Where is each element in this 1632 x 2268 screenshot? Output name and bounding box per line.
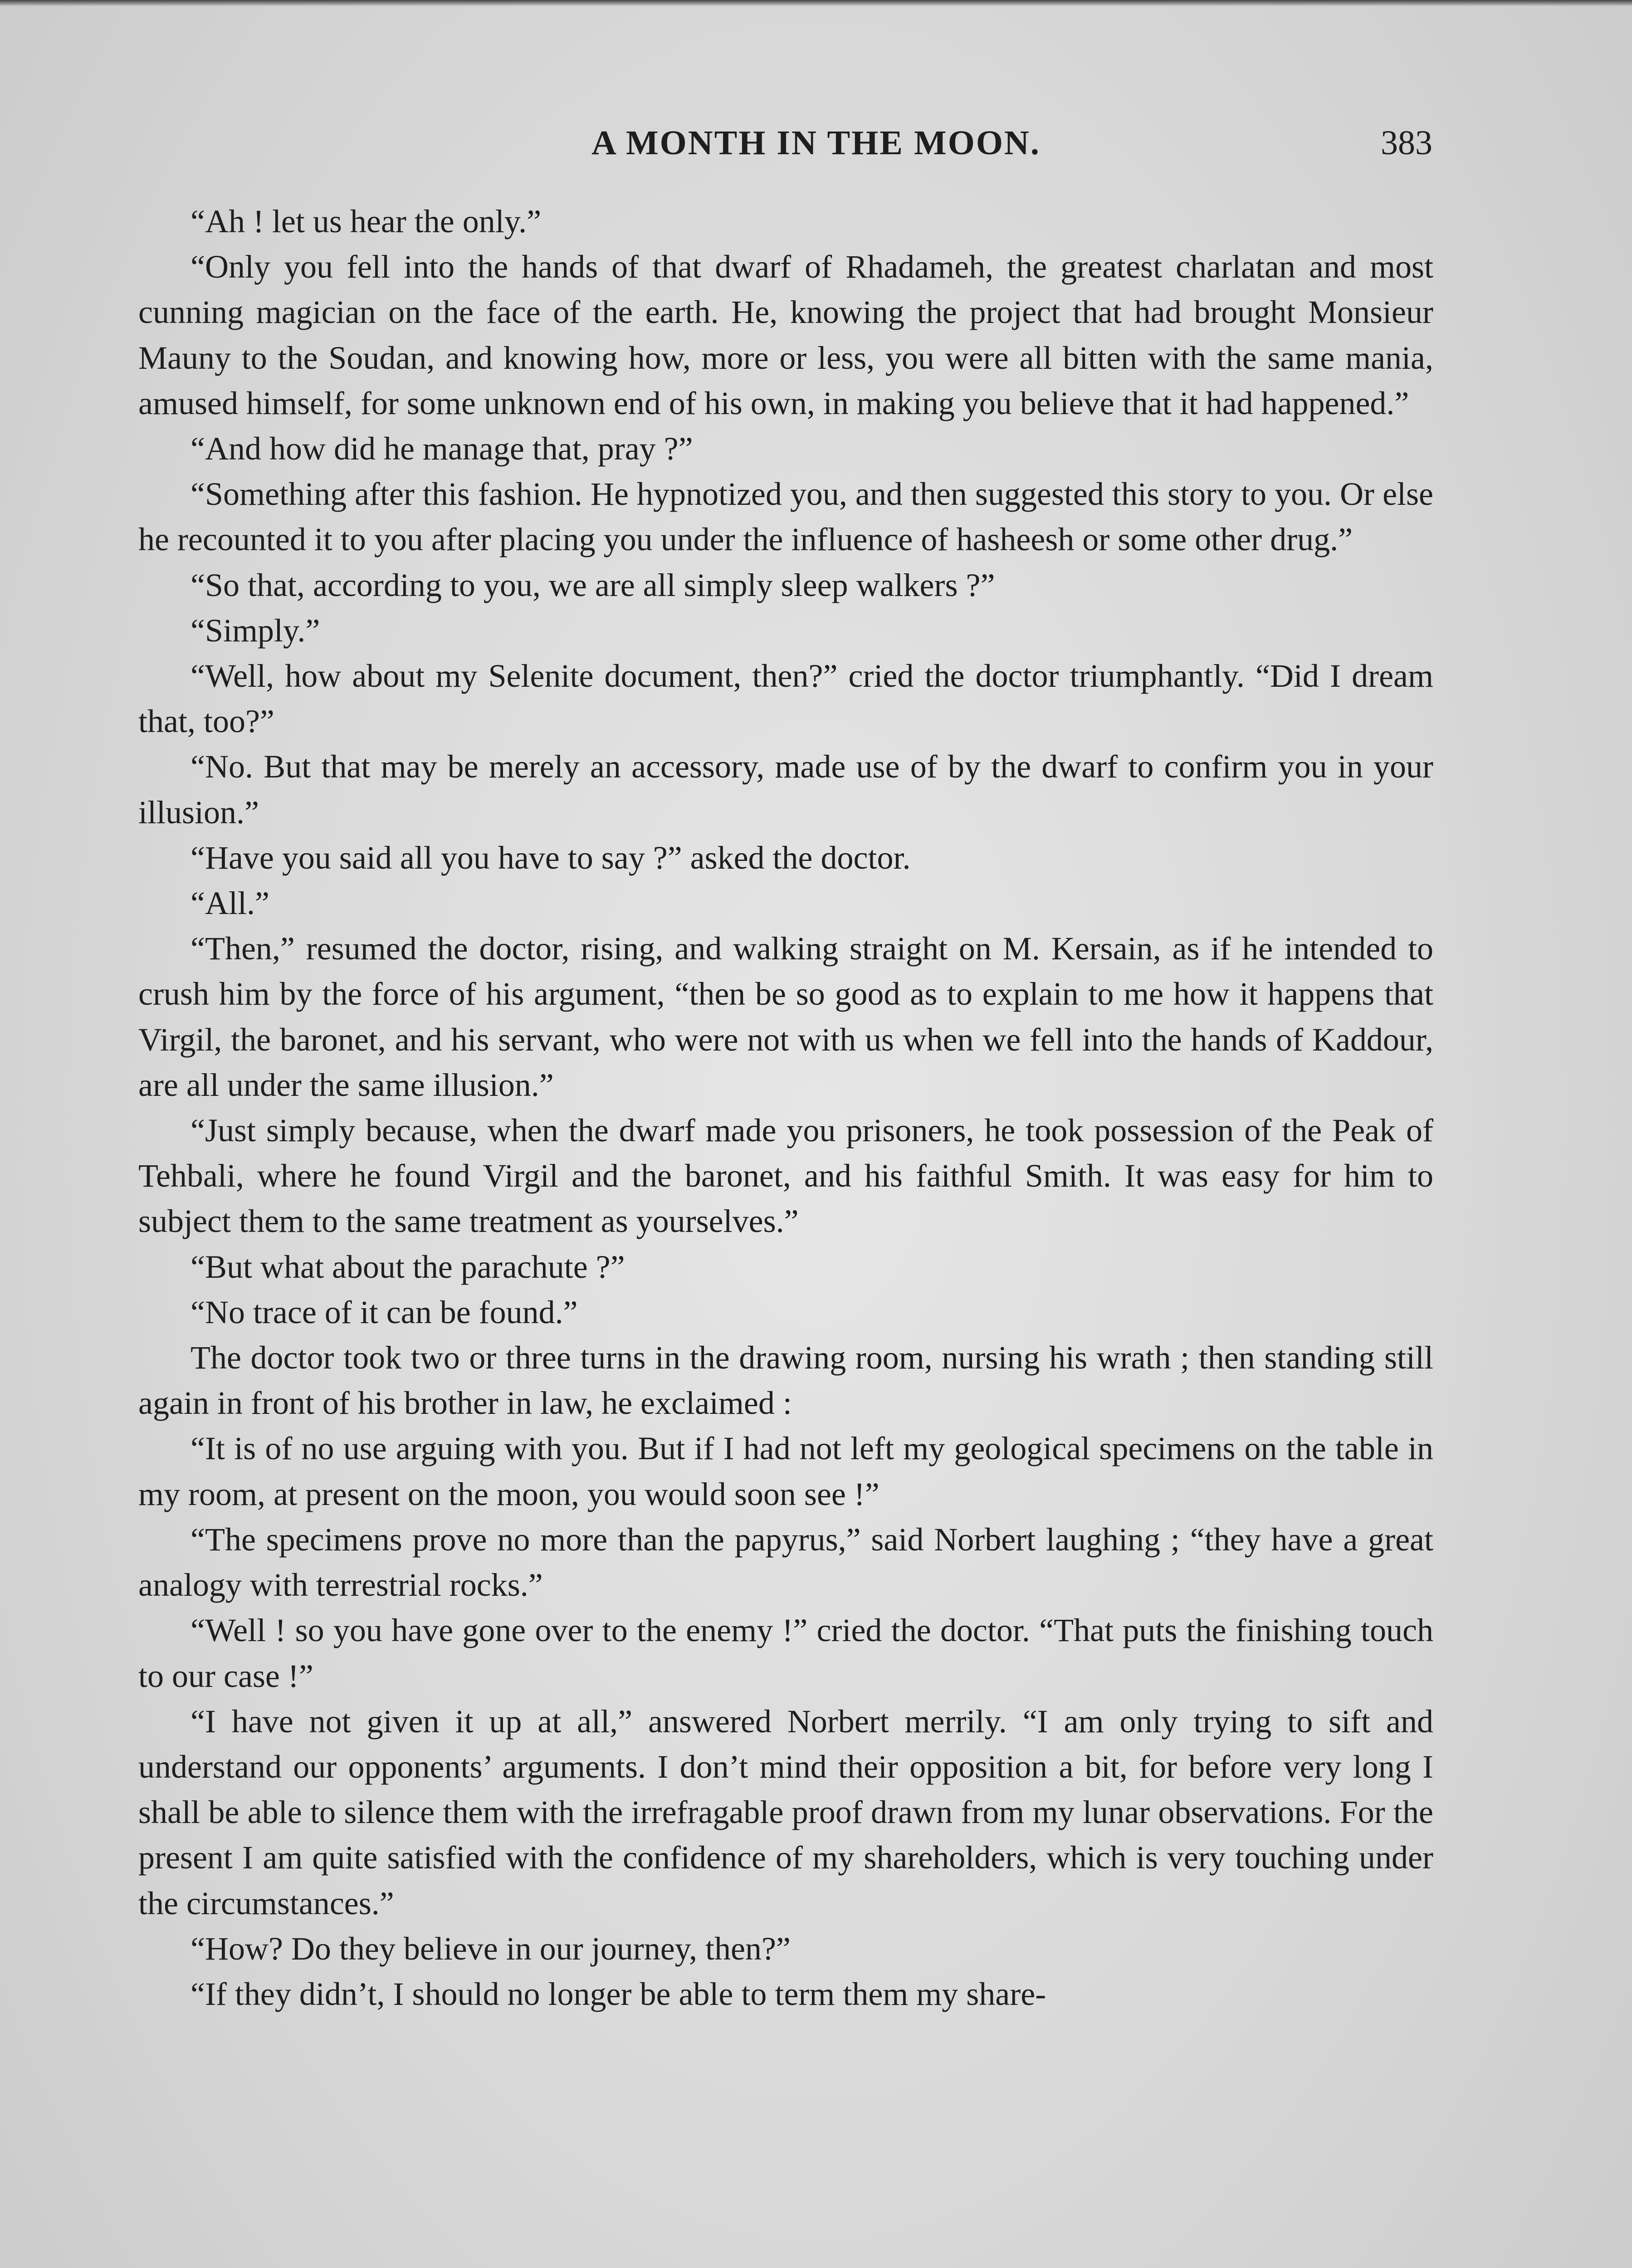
paragraph: “Simply.” — [191, 612, 320, 649]
paragraph: “And how did he manage that, pray ?” — [191, 430, 693, 467]
paragraph: “I have not given it up at all,” answered Norbert merrily. “I am only trying to sift and understand our opponents’ arguments. I don’t mind their opposition a bit, for before very long I shall be able to silence them with the irrefragable proof drawn from my lunar observations. For the present I am quite satisfied with the confidence of my shareholders, which is very touching under the circumstances.” — [138, 1703, 1433, 1921]
paragraph: “Have you said all you have to say ?” asked the doctor. — [191, 839, 911, 876]
paragraph: “Well ! so you have gone over to the enemy !” cried the doctor. “That puts the finishing touch to our case !” — [138, 1612, 1433, 1694]
paragraph: “Well, how about my Selenite document, then?” cried the doctor triumphantly. “Did I dream that, too?” — [138, 658, 1433, 740]
body-text — [138, 199, 1433, 2017]
paragraph: “But what about the parachute ?” — [191, 1248, 625, 1285]
paragraph: “The specimens prove no more than the papyrus,” said Norbert laughing ; “they have a great analogy with terrestrial rocks.” — [138, 1521, 1433, 1603]
paragraph: “Ah ! let us hear the only.” — [191, 203, 542, 240]
paragraph: “No. But that may be merely an accessory, made use of by the dwarf to confirm you in your illusion.” — [138, 748, 1433, 831]
paragraph: “Something after this fashion. He hypnotized you, and then suggested this story to you. Or else he recounted it to you after placing you under the influence of hasheesh or some other drug.” — [138, 476, 1433, 558]
paragraph: “So that, according to you, we are all simply sleep walkers ?” — [191, 567, 995, 603]
paragraph: “It is of no use arguing with you. But if I had not left my geological specimens on the table in my room, at present on the moon, you would soon see !” — [138, 1430, 1433, 1512]
page-number: 383 — [1381, 124, 1432, 162]
running-title: A MONTH IN THE MOON. — [591, 124, 1041, 162]
paragraph: “No trace of it can be found.” — [191, 1294, 578, 1330]
paragraph: The doctor took two or three turns in the drawing room, nursing his wrath ; then standing still again in front of his brother in law, he exclaimed : — [138, 1339, 1433, 1422]
paragraph: “Just simply because, when the dwarf made you prisoners, he took possession of the Peak of Tehbali, where he found Virgil and the baronet, and his faithful Smith. It was easy for him to subject them to the same treatment as yourselves.” — [138, 1112, 1433, 1240]
paragraph: “How? Do they believe in our journey, then?” — [191, 1930, 791, 1967]
paragraph: “If they didn’t, I should no longer be able to term them my share- — [191, 1975, 1046, 2012]
paragraph: “Then,” resumed the doctor, rising, and walking straight on M. Kersain, as if he intended to crush him by the force of his argument, “then be so good as to explain to me how it happens that Virgil, the baronet, and his servant, who were not with us when we fell into the hands of Kaddour, are all under the same illusion.” — [138, 930, 1433, 1103]
paragraph: “All.” — [191, 885, 269, 922]
running-head — [0, 123, 1632, 178]
paragraph: “Only you fell into the hands of that dwarf of Rhadameh, the greatest charlatan and most cunning magician on the face of the earth. He, knowing the project that had brought Monsieur Mauny to the Soudan, and knowing how, more or less, you were all bitten with the same mania, amused himself, for some unknown end of his own, in making you believe that it had happened.” — [138, 249, 1433, 421]
page-edge — [0, 0, 1632, 6]
